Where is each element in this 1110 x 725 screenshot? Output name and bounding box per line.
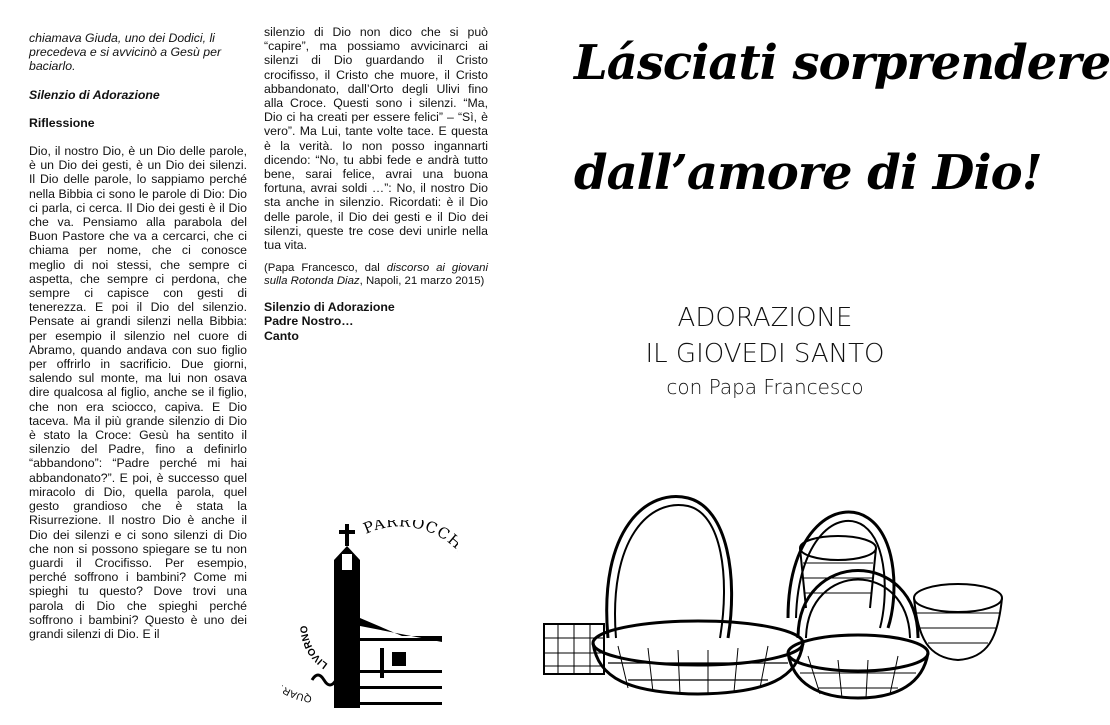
parish-logo bbox=[282, 520, 458, 710]
left-column bbox=[29, 31, 247, 641]
svg-text:LIVORNO bbox=[299, 625, 330, 671]
logo-arc-text-right: PARROCC bbox=[360, 520, 454, 545]
closing-silence: Silenzio di Adorazione bbox=[264, 300, 395, 315]
citation bbox=[264, 262, 488, 288]
reflection-heading: Riflessione bbox=[29, 115, 95, 130]
subtitle-line-3: con Papa Francesco bbox=[666, 375, 864, 399]
silence-heading: Silenzio di Adorazione bbox=[29, 87, 160, 102]
cover-title-line-1: Lásciati sorprendere bbox=[574, 35, 1110, 91]
cover-title bbox=[574, 30, 1110, 206]
closing-prayer: Padre Nostro… bbox=[264, 314, 354, 329]
closing-song: Canto bbox=[264, 328, 299, 343]
subtitle-line-2: IL GIOVEDI SANTO bbox=[645, 339, 885, 369]
logo-arc-text-left-inner: LIVORNO bbox=[298, 625, 330, 671]
church-icon bbox=[282, 520, 458, 710]
continuation-text: silenzio di Dio non dico che si può “capire”, ma possiamo avvicinarci ai silenzi di Dio guardando il Cristo crocifisso, il Cristo che muore, il Cristo abbandonato, dall’Orto degli Ulivi fino alla Croce. Questi sono i silenzi. “Ma, Dio ci ha creati per essere felici” – “Sì, è vero”. Ma Lui, tante volte tace. E questa è la verità. Io non posso ingannarti dicendo: “No, tu abbi fede e andrà tutto bene, sarai felice, avrai una buona fortuna, avrai soldi …”: No, il nostro Dio sta anche in silenzio. Ricordati: è il Dio delle parole, il Dio dei gesti e il Dio dei silenzi, queste tre cose devi unirle nella tua vita. bbox=[264, 25, 488, 253]
reflection-text: Dio, il nostro Dio, è un Dio delle parole, è un Dio dei gesti, è un Dio dei silenzi. Il Dio delle parole, lo sappiamo perché nella Bibbia ci sono le parole di Dio: Dio ci parla, ci cerca. Il Dio dei gesti è il Dio che va. Pensiamo alla parabola del Buon Pastore che va a cercarci, che ci chiama per nome, che ci conosce meglio di noi stessi, che sempre ci aspetta, che sempre ci perdona, che sempre ci capisce con gesti di tenerezza. E poi il Dio del silenzio. Pensate ai grandi silenzi nella Bibbia: per esempio il silenzio nel cuore di Abramo, quando andava con suo figlio per offrirlo in sacrificio. Due giorni, salendo sul monte, ma lui non osava dire qualcosa al figlio, anche se il figlio, che non era sciocco, capiva. E Dio taceva. Ma il più grande silenzio di Dio è stato la Croce: Gesù ha sentito il silenzio del Padre, fino a definirlo “abbandono”: “Padre perché mi hai abbandonato?”. E poi, è successo quel miracolo di Dio, quella parola, quel gesto grandioso che è stata la Risurrezione. Il nostro Dio è anche il Dio dei silenzi e ci sono silenzi di Dio che non si possono spiegare se tu non guardi il Crocifisso. Per esempio, perché soffrono i bambini? Come mi spieghi tu questo? Dove trovi una parola di Dio che spieghi perché soffrono i bambini? Questo è uno dei grandi silenzi di Dio. E il bbox=[29, 144, 247, 641]
subtitle-line-1: ADORAZIONE bbox=[677, 303, 853, 333]
citation-open: (Papa Francesco, dal bbox=[264, 262, 387, 275]
citation-close: , Napoli, 21 marzo 2015) bbox=[359, 275, 485, 288]
cover-subtitle bbox=[620, 300, 910, 402]
logo-arc-text-left-outer: QUAR bbox=[282, 684, 313, 704]
middle-column bbox=[264, 25, 488, 343]
baskets-illustration-icon bbox=[538, 488, 1008, 708]
cover-title-line-2: dall’amore di Dio! bbox=[574, 145, 1042, 201]
intro-text: chiamava Giuda, uno dei Dodici, li precedeva e si avvicinò a Gesù per baciarlo. bbox=[29, 31, 222, 74]
citation-source: discorso ai giovani sulla Rotonda Diaz bbox=[264, 262, 488, 288]
svg-text:PARROCCHIA S.PIO X bbox=[361, 520, 458, 637]
